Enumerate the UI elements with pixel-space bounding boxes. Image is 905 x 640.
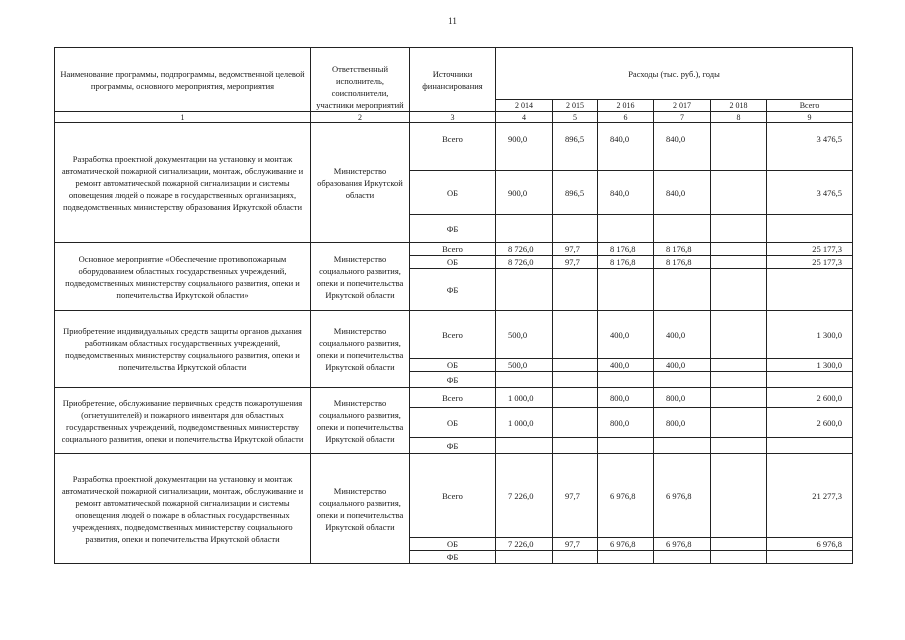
table-row bbox=[55, 123, 853, 171]
value-cell bbox=[598, 215, 654, 243]
value-cell bbox=[711, 311, 767, 359]
value-cell bbox=[711, 551, 767, 564]
total-cell bbox=[767, 551, 853, 564]
value-cell: 800,0 bbox=[598, 408, 654, 438]
value-cell: 8 176,8 bbox=[598, 243, 654, 256]
column-number: 4 bbox=[496, 112, 553, 123]
column-number: 7 bbox=[654, 112, 711, 123]
program-name: Приобретение индивидуальных средств защиты органов дыхания работникам областных государственных учреждений, подведомственных министерству социального развития, опеки и попечительства Иркутской области bbox=[55, 311, 311, 388]
column-number: 6 bbox=[598, 112, 654, 123]
value-cell: 8 726,0 bbox=[496, 256, 553, 269]
value-cell: 500,0 bbox=[496, 359, 553, 372]
value-cell: 6 976,8 bbox=[654, 454, 711, 538]
value-cell bbox=[711, 243, 767, 256]
year-header: 2 017 bbox=[654, 100, 711, 112]
total-cell bbox=[767, 215, 853, 243]
total-cell bbox=[767, 372, 853, 388]
table-row bbox=[55, 454, 853, 538]
funding-source: ОБ bbox=[410, 171, 496, 215]
total-cell: 2 600,0 bbox=[767, 408, 853, 438]
header-responsible: Ответственный исполнитель, соисполнители, участники мероприятий bbox=[311, 48, 410, 112]
header-source: Источники финансирования bbox=[410, 48, 496, 112]
value-cell bbox=[598, 551, 654, 564]
value-cell bbox=[711, 359, 767, 372]
page-number: 11 bbox=[448, 16, 457, 26]
funding-source: Всего bbox=[410, 454, 496, 538]
value-cell: 7 226,0 bbox=[496, 454, 553, 538]
program-name: Разработка проектной документации на установку и монтаж автоматической пожарной сигнализации, монтаж, обслуживание и ремонт автоматической пожарной сигнализации и системы оповещения людей о пожаре в государственных организациях, подведомственных министерству образования Иркутской области bbox=[55, 123, 311, 243]
value-cell: 840,0 bbox=[598, 123, 654, 171]
total-cell: 3 476,5 bbox=[767, 123, 853, 171]
funding-source: ФБ bbox=[410, 215, 496, 243]
total-cell: 2 600,0 bbox=[767, 388, 853, 408]
value-cell bbox=[553, 388, 598, 408]
column-number: 8 bbox=[711, 112, 767, 123]
program-name: Разработка проектной документации на установку и монтаж автоматической пожарной сигнализации, монтаж, обслуживание и ремонт автоматической пожарной сигнализации и системы оповещения людей о пожаре в областных государственных учреждениях, подведомственных министерству социального развития, опеки и попечительства Иркутской области bbox=[55, 454, 311, 564]
value-cell bbox=[553, 269, 598, 311]
funding-source: Всего bbox=[410, 243, 496, 256]
value-cell bbox=[654, 438, 711, 454]
table-row bbox=[55, 311, 853, 359]
funding-source: ФБ bbox=[410, 438, 496, 454]
value-cell bbox=[553, 359, 598, 372]
value-cell: 8 176,8 bbox=[654, 256, 711, 269]
value-cell bbox=[711, 408, 767, 438]
total-cell: 25 177,3 bbox=[767, 256, 853, 269]
value-cell bbox=[496, 438, 553, 454]
column-number: 3 bbox=[410, 112, 496, 123]
value-cell: 400,0 bbox=[598, 311, 654, 359]
responsible-executor: Министерство социального развития, опеки и попечительства Иркутской области bbox=[311, 311, 410, 388]
funding-source: ОБ bbox=[410, 256, 496, 269]
total-header: Всего bbox=[767, 100, 853, 112]
value-cell bbox=[553, 408, 598, 438]
value-cell bbox=[598, 438, 654, 454]
value-cell: 400,0 bbox=[654, 311, 711, 359]
value-cell: 97,7 bbox=[553, 454, 598, 538]
value-cell bbox=[711, 538, 767, 551]
funding-source: ФБ bbox=[410, 551, 496, 564]
total-cell bbox=[767, 269, 853, 311]
value-cell: 1 000,0 bbox=[496, 408, 553, 438]
value-cell: 400,0 bbox=[598, 359, 654, 372]
value-cell: 896,5 bbox=[553, 123, 598, 171]
responsible-executor: Министерство образования Иркутской области bbox=[311, 123, 410, 243]
value-cell bbox=[711, 123, 767, 171]
value-cell bbox=[598, 269, 654, 311]
total-cell: 1 300,0 bbox=[767, 359, 853, 372]
responsible-executor: Министерство социального развития, опеки и попечительства Иркутской области bbox=[311, 454, 410, 564]
year-header: 2 018 bbox=[711, 100, 767, 112]
column-number: 9 bbox=[767, 112, 853, 123]
column-number: 5 bbox=[553, 112, 598, 123]
value-cell bbox=[711, 171, 767, 215]
responsible-executor: Министерство социального развития, опеки и попечительства Иркутской области bbox=[311, 243, 410, 311]
table-row bbox=[55, 388, 853, 408]
table-row bbox=[55, 243, 853, 256]
value-cell: 6 976,8 bbox=[654, 538, 711, 551]
year-header: 2 015 bbox=[553, 100, 598, 112]
value-cell bbox=[711, 269, 767, 311]
value-cell bbox=[654, 551, 711, 564]
funding-source: ОБ bbox=[410, 359, 496, 372]
responsible-executor: Министерство социального развития, опеки и попечительства Иркутской области bbox=[311, 388, 410, 454]
value-cell bbox=[711, 454, 767, 538]
total-cell bbox=[767, 438, 853, 454]
value-cell: 6 976,8 bbox=[598, 454, 654, 538]
value-cell bbox=[496, 551, 553, 564]
value-cell bbox=[496, 215, 553, 243]
year-header: 2 014 bbox=[496, 100, 553, 112]
value-cell: 900,0 bbox=[496, 171, 553, 215]
value-cell: 1 000,0 bbox=[496, 388, 553, 408]
value-cell: 400,0 bbox=[654, 359, 711, 372]
value-cell bbox=[711, 438, 767, 454]
value-cell: 900,0 bbox=[496, 123, 553, 171]
total-cell: 6 976,8 bbox=[767, 538, 853, 551]
funding-source: ФБ bbox=[410, 269, 496, 311]
total-cell: 3 476,5 bbox=[767, 171, 853, 215]
funding-source: Всего bbox=[410, 311, 496, 359]
column-number: 1 bbox=[55, 112, 311, 123]
value-cell: 97,7 bbox=[553, 243, 598, 256]
value-cell: 840,0 bbox=[598, 171, 654, 215]
expenses-table bbox=[54, 47, 853, 564]
value-cell: 500,0 bbox=[496, 311, 553, 359]
column-numbers-row bbox=[55, 112, 853, 123]
funding-source: ОБ bbox=[410, 408, 496, 438]
value-cell bbox=[711, 215, 767, 243]
value-cell: 840,0 bbox=[654, 171, 711, 215]
value-cell bbox=[553, 372, 598, 388]
total-cell: 25 177,3 bbox=[767, 243, 853, 256]
value-cell bbox=[711, 388, 767, 408]
value-cell: 800,0 bbox=[598, 388, 654, 408]
program-name: Основное мероприятие «Обеспечение противопожарным оборудованием областных государственных учреждений, подведомственных министерству социального развития, опеки и попечительства Иркутской области» bbox=[55, 243, 311, 311]
value-cell bbox=[654, 269, 711, 311]
total-cell: 21 277,3 bbox=[767, 454, 853, 538]
value-cell bbox=[553, 215, 598, 243]
value-cell bbox=[711, 372, 767, 388]
value-cell bbox=[654, 372, 711, 388]
value-cell bbox=[553, 438, 598, 454]
value-cell: 896,5 bbox=[553, 171, 598, 215]
value-cell: 800,0 bbox=[654, 388, 711, 408]
value-cell: 8 726,0 bbox=[496, 243, 553, 256]
header-row bbox=[55, 48, 853, 100]
value-cell: 8 176,8 bbox=[654, 243, 711, 256]
value-cell: 800,0 bbox=[654, 408, 711, 438]
value-cell bbox=[654, 215, 711, 243]
funding-source: Всего bbox=[410, 388, 496, 408]
value-cell bbox=[598, 372, 654, 388]
value-cell bbox=[711, 256, 767, 269]
value-cell: 7 226,0 bbox=[496, 538, 553, 551]
funding-source: ОБ bbox=[410, 538, 496, 551]
value-cell bbox=[553, 551, 598, 564]
value-cell: 97,7 bbox=[553, 538, 598, 551]
total-cell: 1 300,0 bbox=[767, 311, 853, 359]
header-expenses: Расходы (тыс. руб.), годы bbox=[496, 48, 853, 100]
value-cell bbox=[496, 372, 553, 388]
header-name: Наименование программы, подпрограммы, ведомственной целевой программы, основного мероприятия, мероприятия bbox=[55, 48, 311, 112]
funding-source: Всего bbox=[410, 123, 496, 171]
value-cell: 840,0 bbox=[654, 123, 711, 171]
column-number: 2 bbox=[311, 112, 410, 123]
value-cell bbox=[553, 311, 598, 359]
program-name: Приобретение, обслуживание первичных средств пожаротушения (огнетушителей) и пожарного инвентаря для областных государственных учреждений, подведомственных министерству социального развития, опеки и попечительства Иркутской области bbox=[55, 388, 311, 454]
value-cell: 8 176,8 bbox=[598, 256, 654, 269]
funding-source: ФБ bbox=[410, 372, 496, 388]
value-cell: 6 976,8 bbox=[598, 538, 654, 551]
year-header: 2 016 bbox=[598, 100, 654, 112]
value-cell: 97,7 bbox=[553, 256, 598, 269]
value-cell bbox=[496, 269, 553, 311]
